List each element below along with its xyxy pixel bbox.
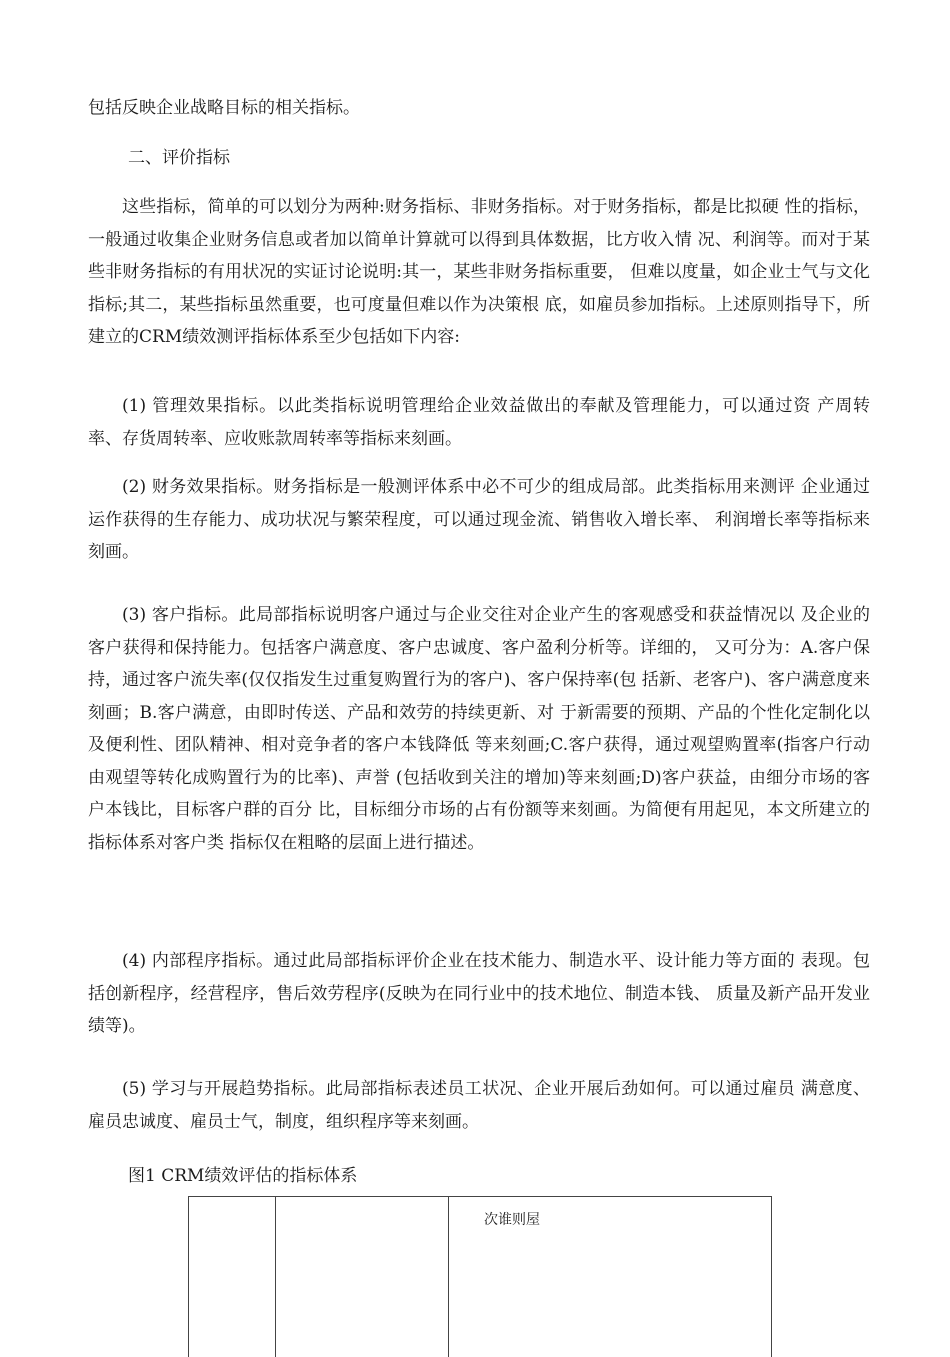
- table-column-divider: [275, 1197, 276, 1357]
- intro-paragraph: 包括反映企业战略目标的相关指标。: [88, 98, 360, 118]
- item-learning-growth: (5) 学习与开展趋势指标。此局部指标表述员工状况、企业开展后劲如何。可以通过雇员 满意度、雇员忠诚度、雇员士气，制度，组织程序等来刻画。: [88, 1079, 870, 1132]
- figure-caption: 图1 CRM绩效评估的指标体系: [128, 1166, 358, 1186]
- item-management-effect: (1) 管理效果指标。以此类指标说明管理给企业效益做出的奉献及管理能力，可以通过资 产周转率、存货周转率、应收账款周转率等指标来刻画。: [88, 396, 870, 449]
- table-column-divider: [448, 1197, 449, 1357]
- table-cell-text: 次谁则屋: [484, 1212, 540, 1228]
- section-heading: 二、评价指标: [128, 148, 230, 168]
- item-internal-process: (4) 内部程序指标。通过此局部指标评价企业在技术能力、制造水平、设计能力等方面的 表现。包括创新程序，经营程序，售后效劳程序(反映为在同行业中的技术地位、制造本钱、 质量及新产品开发业绩等)。: [88, 951, 870, 1036]
- figure-table: [188, 1196, 772, 1357]
- overview-paragraph: 这些指标，简单的可以划分为两种:财务指标、非财务指标。对于财务指标，都是比拟硬 性的指标，一般通过收集企业财务信息或者加以简单计算就可以得到具体数据，比方收入情 况、利润等。而对于某些非财务指标的有用状况的实证讨论说明:其一，某些非财务指标重要， 但难以度量，如企业士气与文化指标;其二，某些指标虽然重要，也可度量但难以作为决策根 底，如雇员参加指标。上述原则指导下，所建立的CRM绩效测评指标体系至少包括如下内容:: [88, 197, 870, 347]
- item-financial-effect: (2) 财务效果指标。财务指标是一般测评体系中必不可少的组成局部。此类指标用来测评 企业通过运作获得的生存能力、成功状况与繁荣程度，可以通过现金流、销售收入增长率、 利润增长率等指标来刻画。: [88, 477, 870, 562]
- item-customer: (3) 客户指标。此局部指标说明客户通过与企业交往对企业产生的客观感受和获益情况以 及企业的客户获得和保持能力。包括客户满意度、客户忠诚度、客户盈利分析等。详细的， 又可分为：A.客户保持，通过客户流失率(仅仅指发生过重复购置行为的客户)、客户保持率(包 括新、老客户)、客户满意度来刻画；B.客户满意，由即时传送、产品和效劳的持续更新、对 于新需要的预期、产品的个性化定制化以及便利性、团队精神、相对竞争者的客户本钱降低 等来刻画;C.客户获得，通过观望购置率(指客户行动由观望等转化成购置行为的比率)、声誉 (包括收到关注的增加)等来刻画;D)客户获益，由细分市场的客户本钱比，目标客户群的百分 比，目标细分市场的占有份额等来刻画。为简便有用起见，本文所建立的指标体系对客户类 指标仅在粗略的层面上进行描述。: [88, 605, 870, 853]
